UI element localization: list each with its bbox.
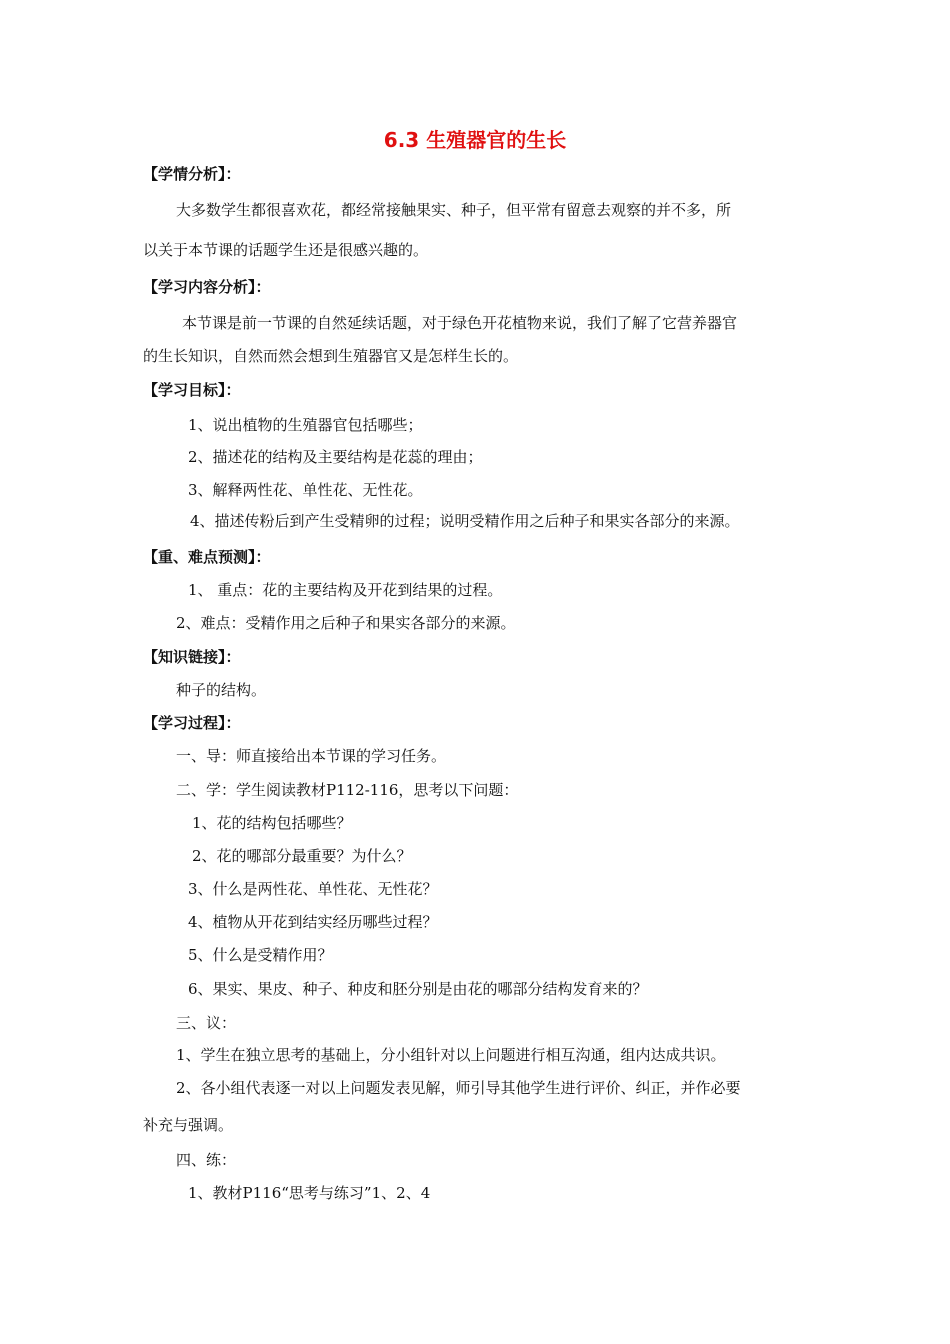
heading-learning-goals: 【学习目标】： bbox=[143, 381, 241, 399]
question-item: 6、果实、果皮、种子、种皮和胚分别是由花的哪部分结构发育来的？ bbox=[188, 980, 648, 998]
paragraph-line: 2、各小组代表逐一对以上问题发表见解，师引导其他学生进行评价、纠正，并作必要 bbox=[176, 1079, 741, 1097]
paragraph-line: 以关于本节课的话题学生还是很感兴趣的。 bbox=[143, 241, 429, 259]
list-item: 1、说出植物的生殖器官包括哪些； bbox=[188, 416, 423, 434]
paragraph-line: 本节课是前一节课的自然延续话题，对于绿色开花植物来说，我们了解了它营养器官 bbox=[182, 314, 738, 332]
list-item: 1、 重点：花的主要结构及开花到结果的过程。 bbox=[188, 581, 503, 599]
paragraph-line: 大多数学生都很喜欢花，都经常接触果实、种子，但平常有留意去观察的并不多，所 bbox=[176, 201, 732, 219]
practice-item: 1、教材P116“思考与练习”1、2、4 bbox=[188, 1184, 431, 1202]
question-item: 3、什么是两性花、单性花、无性花？ bbox=[188, 880, 438, 898]
paragraph-line: 的生长知识，自然而然会想到生殖器官又是怎样生长的。 bbox=[143, 347, 519, 365]
paragraph-line: 种子的结构。 bbox=[176, 681, 267, 699]
list-item: 3、解释两性花、单性花、无性花。 bbox=[188, 481, 423, 499]
paragraph-line: 补充与强调。 bbox=[143, 1116, 234, 1134]
question-item: 1、花的结构包括哪些？ bbox=[192, 814, 352, 832]
list-item: 2、描述花的结构及主要结构是花蕊的理由； bbox=[188, 448, 483, 466]
process-step: 一、导：师直接给出本节课的学习任务。 bbox=[176, 747, 447, 765]
process-step: 三、议： bbox=[176, 1014, 237, 1032]
heading-learning-process: 【学习过程】： bbox=[143, 714, 241, 732]
process-step: 四、练： bbox=[176, 1151, 237, 1169]
process-step: 二、学：学生阅读教材P112-116，思考以下问题： bbox=[176, 781, 519, 799]
heading-knowledge-link: 【知识链接】： bbox=[143, 648, 241, 666]
heading-content-analysis: 【学习内容分析】： bbox=[143, 278, 271, 296]
question-item: 4、植物从开花到结实经历哪些过程？ bbox=[188, 913, 438, 931]
list-item: 2、难点：受精作用之后种子和果实各部分的来源。 bbox=[176, 614, 516, 632]
question-item: 5、什么是受精作用？ bbox=[188, 946, 333, 964]
page-title: 6.3 生殖器官的生长 bbox=[383, 128, 567, 152]
paragraph-line: 1、学生在独立思考的基础上，分小组针对以上问题进行相互沟通，组内达成共识。 bbox=[176, 1046, 726, 1064]
list-item: 4、描述传粉后到产生受精卵的过程；说明受精作用之后种子和果实各部分的来源。 bbox=[190, 512, 740, 530]
question-item: 2、花的哪部分最重要？为什么？ bbox=[192, 847, 412, 865]
heading-learner-analysis: 【学情分析】： bbox=[143, 165, 241, 183]
heading-key-points: 【重、难点预测】： bbox=[143, 548, 271, 566]
